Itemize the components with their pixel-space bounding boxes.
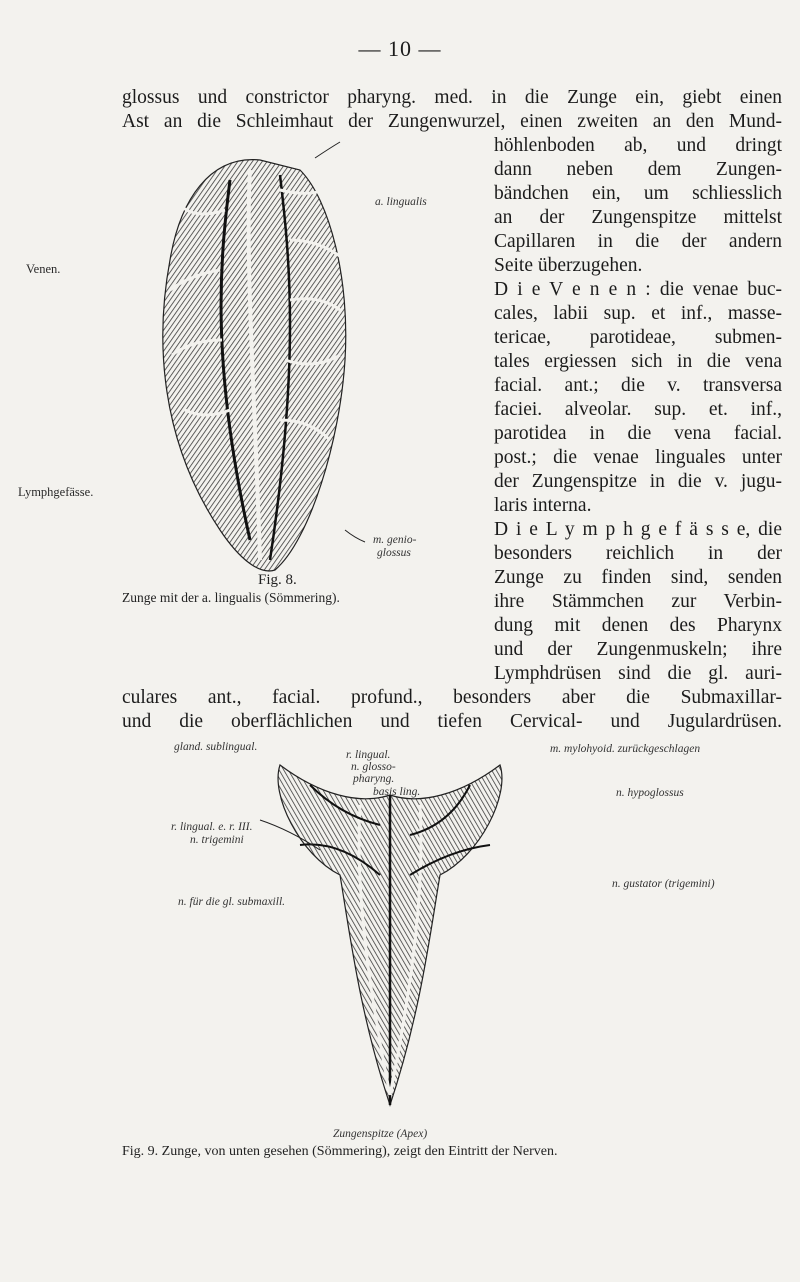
fig8-label-glossus: glossus [377,547,411,559]
text-line: faciei. alveolar. sup. et. inf., [494,399,782,420]
text-line: Zunge zu finden sind, senden [494,567,782,588]
text-line: D i e L y m p h g e f ä s s e, die [494,519,782,540]
fig9-label-hypoglossus: n. hypoglossus [616,787,684,799]
text-line: facial. ant.; die v. transversa [494,375,782,396]
text-line: parotidea in die vena facial. [494,423,782,444]
text-line: culares ant., facial. profund., besonders aber die Submaxillar- [122,687,782,708]
text-line: und die oberflächlichen und tiefen Cervical- und Jugulardrüsen. [122,711,782,732]
text-line: tales ergiessen sich in die vena [494,351,782,372]
text-line: ihre Stämmchen zur Verbin- [494,591,782,612]
fig8-tongue-illustration [140,140,370,580]
text-line: besonders reichlich in der [494,543,782,564]
text-line: tericae, parotideae, submen- [494,327,782,348]
fig8-label-m-genio: m. genio- [373,534,417,546]
fig9-caption: Fig. 9. Zunge, von unten gesehen (Sömmering), zeigt den Eintritt der Nerven. [122,1144,558,1159]
fig9-label-pharyng: pharyng. [353,773,395,785]
text-line: dann neben dem Zungen- [494,159,782,180]
page-number: — 10 — [358,36,442,61]
text-line: Seite überzugehen. [494,255,643,276]
fig8-label-a-lingualis: a. lingualis [375,196,427,208]
fig9-label-basis-ling: basis ling. [373,786,421,798]
fig9-label-r-lingual: r. lingual. [346,749,391,761]
text-line: bändchen ein, um schliesslich [494,183,782,204]
fig9-label-gustator: n. gustator (trigemini) [612,878,715,890]
text-line: cales, labii sup. et inf., masse- [494,303,782,324]
text-line: höhlenboden ab, und dringt [494,135,782,156]
fig9-label-fuer-gl-submaxill: n. für die gl. submaxill. [178,896,286,908]
text-line: Capillaren in die der andern [494,231,782,252]
text-line: laris interna. [494,495,592,516]
fig9-label-gland-sublingual: gland. sublingual. [174,741,258,753]
text-line: D i e V e n e n : die venae buc- [494,279,782,300]
text-line: der Zungenspitze in die v. jugu- [494,471,782,492]
margin-note-lymph: Lymphgefässe. [18,485,94,499]
text-line: glossus und constrictor pharyng. med. in die Zunge ein, giebt einen [122,87,782,108]
text-line: und der Zungenmuskeln; ihre [494,639,782,660]
margin-note-venen: Venen. [26,262,61,276]
text-line: Lymphdrüsen sind die gl. auri- [494,663,782,684]
text-line: dung mit denen des Pharynx [494,615,782,636]
text-line: an der Zungenspitze mittelst [494,207,782,228]
text-line: Ast an die Schleimhaut der Zungenwurzel, einen zweiten an den Mund- [122,111,782,132]
fig8-caption: Zunge mit der a. lingualis (Sömmering). [122,590,340,605]
fig9-label-apex: Zungenspitze (Apex) [333,1128,428,1140]
fig9-label-mylohyoid: m. mylohyoid. zurückgeschlagen [550,743,701,755]
fig9-label-r-lingual-e: r. lingual. e. r. III. [171,821,253,833]
text-line: post.; die venae linguales unter [494,447,782,468]
fig9-label-n-glosso: n. glosso- [351,761,396,773]
fig9-label-n-trigemini: n. trigemini [190,834,244,846]
fig8-number: Fig. 8. [258,572,297,588]
